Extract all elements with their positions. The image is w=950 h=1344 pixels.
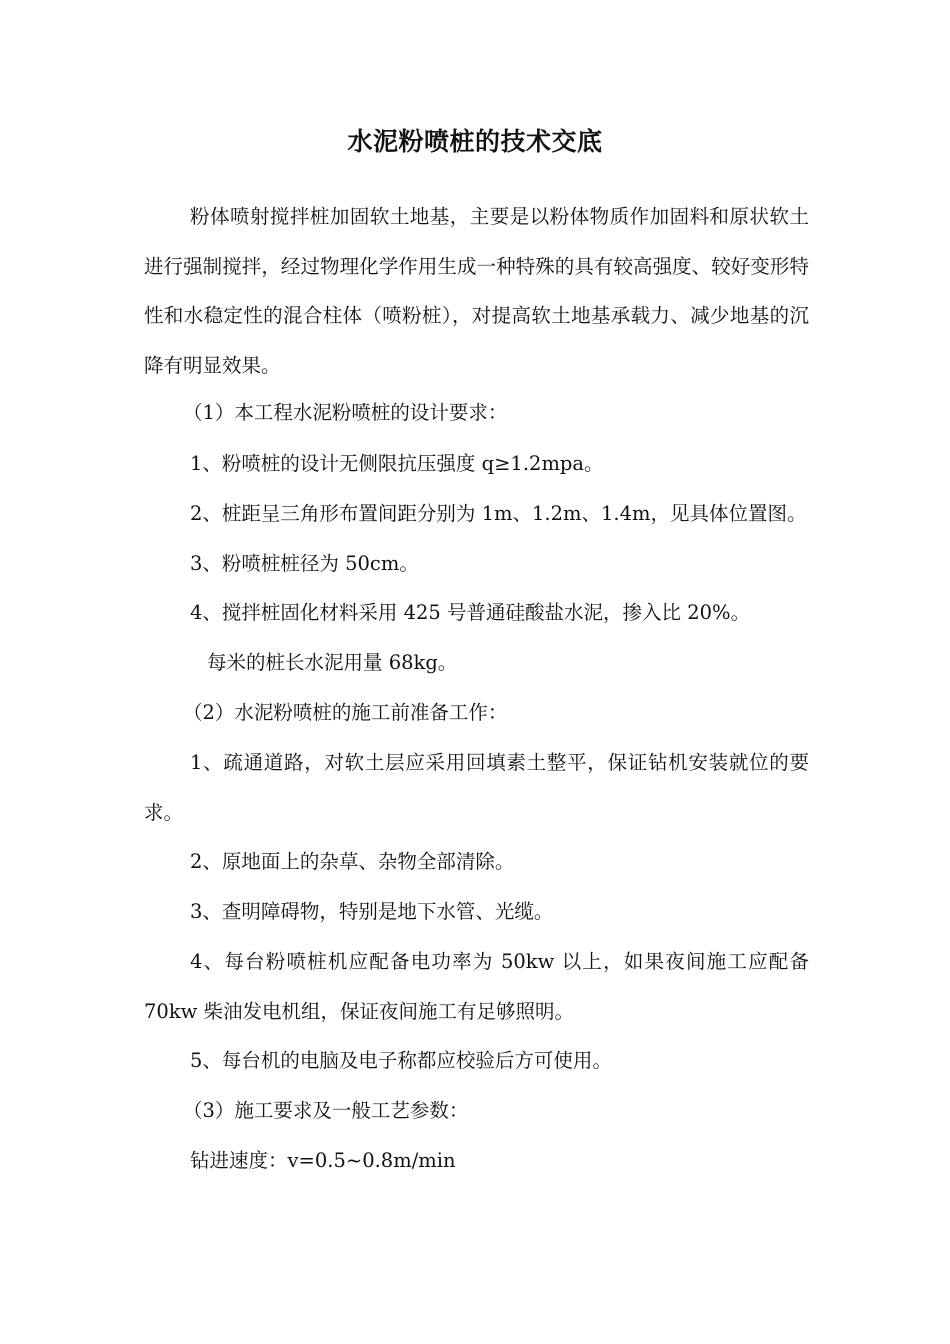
- section1-item-5: 每米的桩长水泥用量 68kg。: [207, 651, 458, 674]
- section1-item-3: 3、粉喷桩桩径为 50cm。: [190, 552, 419, 575]
- section2-item-3: 3、查明障碍物，特别是地下水管、光缆。: [190, 900, 554, 923]
- section3-item-1: 钻进速度：v=0.5~0.8m/min: [190, 1149, 456, 1172]
- section2-item-4: 4、每台粉喷桩机应配备电功率为 50kw 以上，如果夜间施工应配备 70kw 柴油发电机组，保证夜间施工有足够照明。: [144, 950, 809, 1023]
- section2-item-1: 1、疏通道路，对软土层应采用回填素土整平，保证钻机安装就位的要求。: [144, 751, 809, 824]
- section2-item-2: 2、原地面上的杂草、杂物全部清除。: [190, 850, 515, 873]
- section1-item-2: 2、桩距呈三角形布置间距分别为 1m、1.2m、1.4m，见具体位置图。: [190, 502, 807, 525]
- section3-heading: （3）施工要求及一般工艺参数：: [183, 1099, 469, 1122]
- intro-paragraph: 粉体喷射搅拌桩加固软土地基，主要是以粉体物质作加固料和原状软土进行强制搅拌，经过物理化学作用生成一种特殊的具有较高强度、较好变形特性和水稳定性的混合柱体（喷粉桩），对提高软土地基承载力、减少地基的沉降有明显效果。: [144, 205, 809, 377]
- document-title: 水泥粉喷桩的技术交底: [347, 127, 603, 156]
- section2-heading: （2）水泥粉喷桩的施工前准备工作：: [183, 701, 508, 724]
- section1-heading: （1）本工程水泥粉喷桩的设计要求：: [183, 401, 508, 424]
- section2-item-5: 5、每台机的电脑及电子称都应校验后方可使用。: [190, 1049, 612, 1072]
- section1-item-1: 1、粉喷桩的设计无侧限抗压强度 q≥1.2mpa。: [190, 452, 604, 475]
- section1-item-4: 4、搅拌桩固化材料采用 425 号普通硅酸盐水泥，掺入比 20%。: [190, 601, 751, 624]
